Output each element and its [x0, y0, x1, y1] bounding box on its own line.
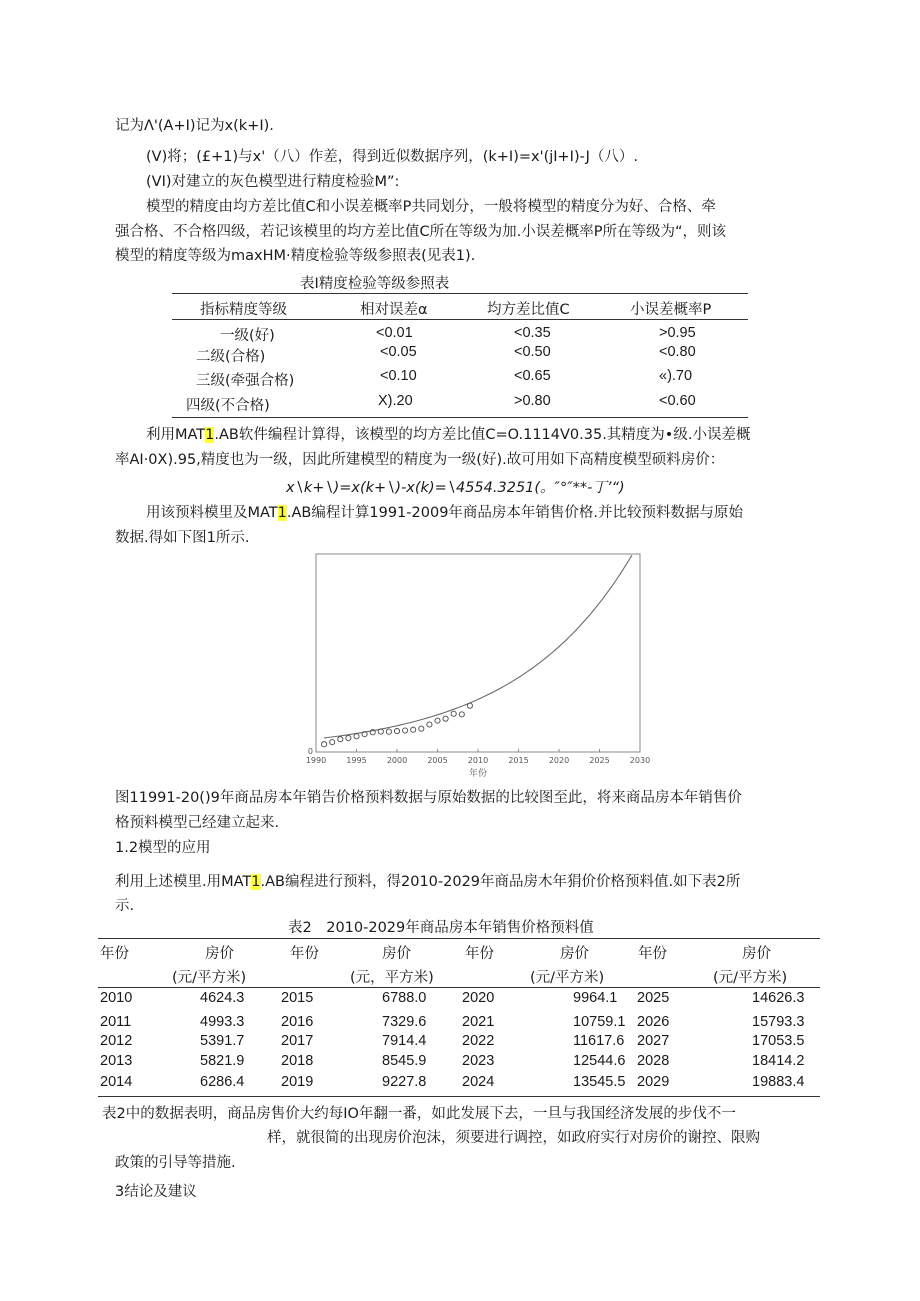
table2-cell: 4993.3 — [200, 1014, 245, 1030]
text-line: 模型的精度等级为maxHM·精度检验等级参照表(见表1). — [115, 248, 476, 264]
text-line: (V)将；(£+1)与x'（八）作差，得到近似数据序列，(k+I)=x'(jI+I)-J（八）. — [146, 149, 639, 165]
table2-cell: 2026 — [637, 1014, 670, 1030]
table1-cell: 三级(牵强合格) — [196, 373, 295, 389]
table1-cell: «).70 — [659, 368, 693, 384]
table1-cell: 一级(好) — [220, 328, 275, 344]
table2-cell: 2020 — [462, 990, 495, 1006]
table2-caption: 表2 2010-2029年商品房本年销售价格预料值 — [288, 920, 594, 936]
table2-header: 年份 — [465, 946, 494, 962]
text-line: 图11991-20()9年商品房本年销告价格预料数据与原始数据的比较图至此，将来商品房本年销售价 — [115, 790, 742, 806]
table2-cell: 2019 — [281, 1074, 314, 1090]
x-tick-label: 2020 — [548, 756, 570, 765]
table1-cell: <0.05 — [380, 344, 417, 360]
table1-cell: <0.80 — [659, 344, 696, 360]
text-line: 格预料模型己经建立起来. — [115, 815, 280, 831]
table1-cell: 四级(不合格) — [186, 398, 270, 414]
table2-cell: 17053.5 — [752, 1033, 805, 1049]
table2-header: 房价 — [382, 946, 411, 962]
text-line: 用该预料模里及MAT1.AB编程计算1991-2009年商品房本年销售价格.并比较预料数据与原始 — [146, 505, 744, 521]
table2-cell: 2022 — [462, 1033, 495, 1049]
text-line: 利用上述模里.用MAT1.AB编程进行预料，得2010-2029年商品房木年狷价价格预料值.如下表2所 — [115, 874, 741, 890]
x-tick-label: 2010 — [467, 756, 489, 765]
formula: x∖k+∖)=x(k+∖)-x(k)=∖4554.3251(。″°″**-丁’“) — [286, 480, 625, 496]
table2-cell: 2029 — [637, 1074, 670, 1090]
x-tick-label: 1990 — [305, 756, 327, 765]
table1-bottom-rule — [172, 417, 748, 418]
table1-caption: 表I精度检验等级参照表 — [300, 276, 450, 292]
table1-cell: >0.95 — [659, 325, 696, 341]
table1-cell: >0.80 — [514, 393, 551, 409]
table2-cell: 2023 — [462, 1053, 495, 1069]
table2-header: 房价 — [205, 946, 234, 962]
table2-header: 年份 — [638, 946, 667, 962]
x-axis-label: 年份 — [468, 769, 488, 779]
text-line: 强合格、不合格四级，若记该模里的均方差比值C所在等级为加.小误差概率P所在等级为“，则该 — [115, 224, 726, 240]
table1-cell: <0.50 — [514, 344, 551, 360]
table2-cell: 9227.8 — [382, 1074, 427, 1090]
table2-cell: 19883.4 — [752, 1074, 805, 1090]
table1-cell: <0.65 — [514, 368, 551, 384]
table1-cell: 二级(合格) — [196, 349, 266, 365]
table2-cell: 10759.1 — [573, 1014, 626, 1030]
table2-cell: 6286.4 — [200, 1074, 245, 1090]
text-line: 率AI·0X).95,精度也为一级，因此所建模型的精度为一级(好).故可用如下高精度模型硕料房价： — [115, 452, 725, 468]
table1-cell: <0.35 — [514, 325, 551, 341]
text-line: 示. — [115, 898, 135, 914]
table2-cell: 15793.3 — [752, 1014, 805, 1030]
table2-subheader: (元/平方米) — [713, 970, 788, 986]
table2-cell: 14626.3 — [752, 990, 805, 1006]
table2-top-rule — [98, 938, 820, 939]
text-line: 利用MAT1.AB软件编程计算得，该模型的均方差比值C=O.1114V0.35.其精度为•级.小误差概 — [146, 427, 751, 443]
table2-cell: 7914.4 — [382, 1033, 427, 1049]
table2-cell: 2012 — [100, 1033, 133, 1049]
table2-cell: 5391.7 — [200, 1033, 245, 1049]
table2-cell: 2014 — [100, 1074, 133, 1090]
x-tick-label: 2015 — [508, 756, 529, 765]
table2-subheader: (元/平方米) — [530, 970, 605, 986]
table2-cell: 13545.5 — [573, 1074, 626, 1090]
table1-cell: <0.60 — [659, 393, 696, 409]
table2-header-rule — [98, 987, 820, 988]
text-line: 表2中的数据表明，商品房售价大约每IO年翻一番，如此发展下去，一旦与我国经济发展的步伐不一 — [102, 1106, 736, 1122]
x-tick-label: 2030 — [629, 756, 651, 765]
table2-bottom-rule — [98, 1096, 820, 1097]
x-tick-label: 2005 — [427, 756, 448, 765]
x-tick-label: 1995 — [346, 756, 367, 765]
table2-header: 房价 — [560, 946, 589, 962]
table2-header: 房价 — [742, 946, 771, 962]
table2-cell: 8545.9 — [382, 1053, 427, 1069]
table1-header-rule — [172, 319, 748, 320]
table2-cell: 18414.2 — [752, 1053, 805, 1069]
table2-cell: 2018 — [281, 1053, 314, 1069]
table1-cell: <0.01 — [376, 325, 413, 341]
section-heading: 1.2模型的应用 — [115, 840, 211, 856]
table2-cell: 5821.9 — [200, 1053, 245, 1069]
table2-subheader: (元，平方米) — [350, 970, 434, 986]
x-tick-label: 2000 — [386, 756, 408, 765]
table1-header: 相对误差α — [360, 302, 428, 318]
y-tick-label: 0 — [307, 747, 313, 756]
text-line: 数据.得如下图1所示. — [115, 530, 250, 546]
plot-frame — [316, 554, 640, 752]
table2-subheader: (元/平方米) — [172, 970, 247, 986]
table1-cell: <0.10 — [380, 368, 417, 384]
table2-cell: 12544.6 — [573, 1053, 626, 1069]
text-line: 政策的引导等措施. — [115, 1155, 236, 1171]
highlight: 1 — [251, 874, 261, 890]
table2-cell: 2015 — [281, 990, 314, 1006]
table2-header: 年份 — [100, 946, 129, 962]
text-line: 记为Λ'(A+I)记为x(k+I). — [115, 118, 274, 134]
table1-top-rule — [172, 293, 748, 294]
section-heading: 3结论及建议 — [115, 1184, 197, 1200]
table2-cell: 2011 — [100, 1014, 132, 1030]
table2-cell: 2016 — [281, 1014, 314, 1030]
table2-cell: 2024 — [462, 1074, 495, 1090]
highlight: 1 — [277, 505, 287, 521]
table2-cell: 4624.3 — [200, 990, 245, 1006]
text-line: 模型的精度由均方差比值C和小误差概率P共同划分，一般将模型的精度分为好、合格、牵 — [146, 199, 716, 215]
table2-cell: 2013 — [100, 1053, 133, 1069]
table2-cell: 2010 — [100, 990, 133, 1006]
table2-cell: 2025 — [637, 990, 670, 1006]
table2-cell: 7329.6 — [382, 1014, 427, 1030]
table2-cell: 11617.6 — [573, 1033, 625, 1049]
table1-cell: X).20 — [378, 393, 413, 409]
table2-cell: 2028 — [637, 1053, 670, 1069]
table2-cell: 2027 — [637, 1033, 670, 1049]
text-line: 样，就很简的出现房价泡沫，须要进行调控，如政府实行对房价的谢控、限购 — [267, 1130, 760, 1146]
table1-header: 小误差概率P — [630, 302, 712, 318]
table2-cell: 2017 — [281, 1033, 314, 1049]
table2-cell: 6788.0 — [382, 990, 427, 1006]
table2-cell: 9964.1 — [573, 990, 618, 1006]
table1-header: 指标精度等级 — [200, 302, 287, 318]
figure1-chart — [300, 548, 651, 780]
table2-cell: 2021 — [462, 1014, 495, 1030]
table1-header: 均方差比值C — [487, 302, 570, 318]
x-tick-label: 2025 — [589, 756, 610, 765]
table2-header: 年份 — [290, 946, 319, 962]
highlight: 1 — [205, 427, 215, 443]
text-line: (VI)对建立的灰色模型进行精度检验M”: — [146, 174, 400, 190]
